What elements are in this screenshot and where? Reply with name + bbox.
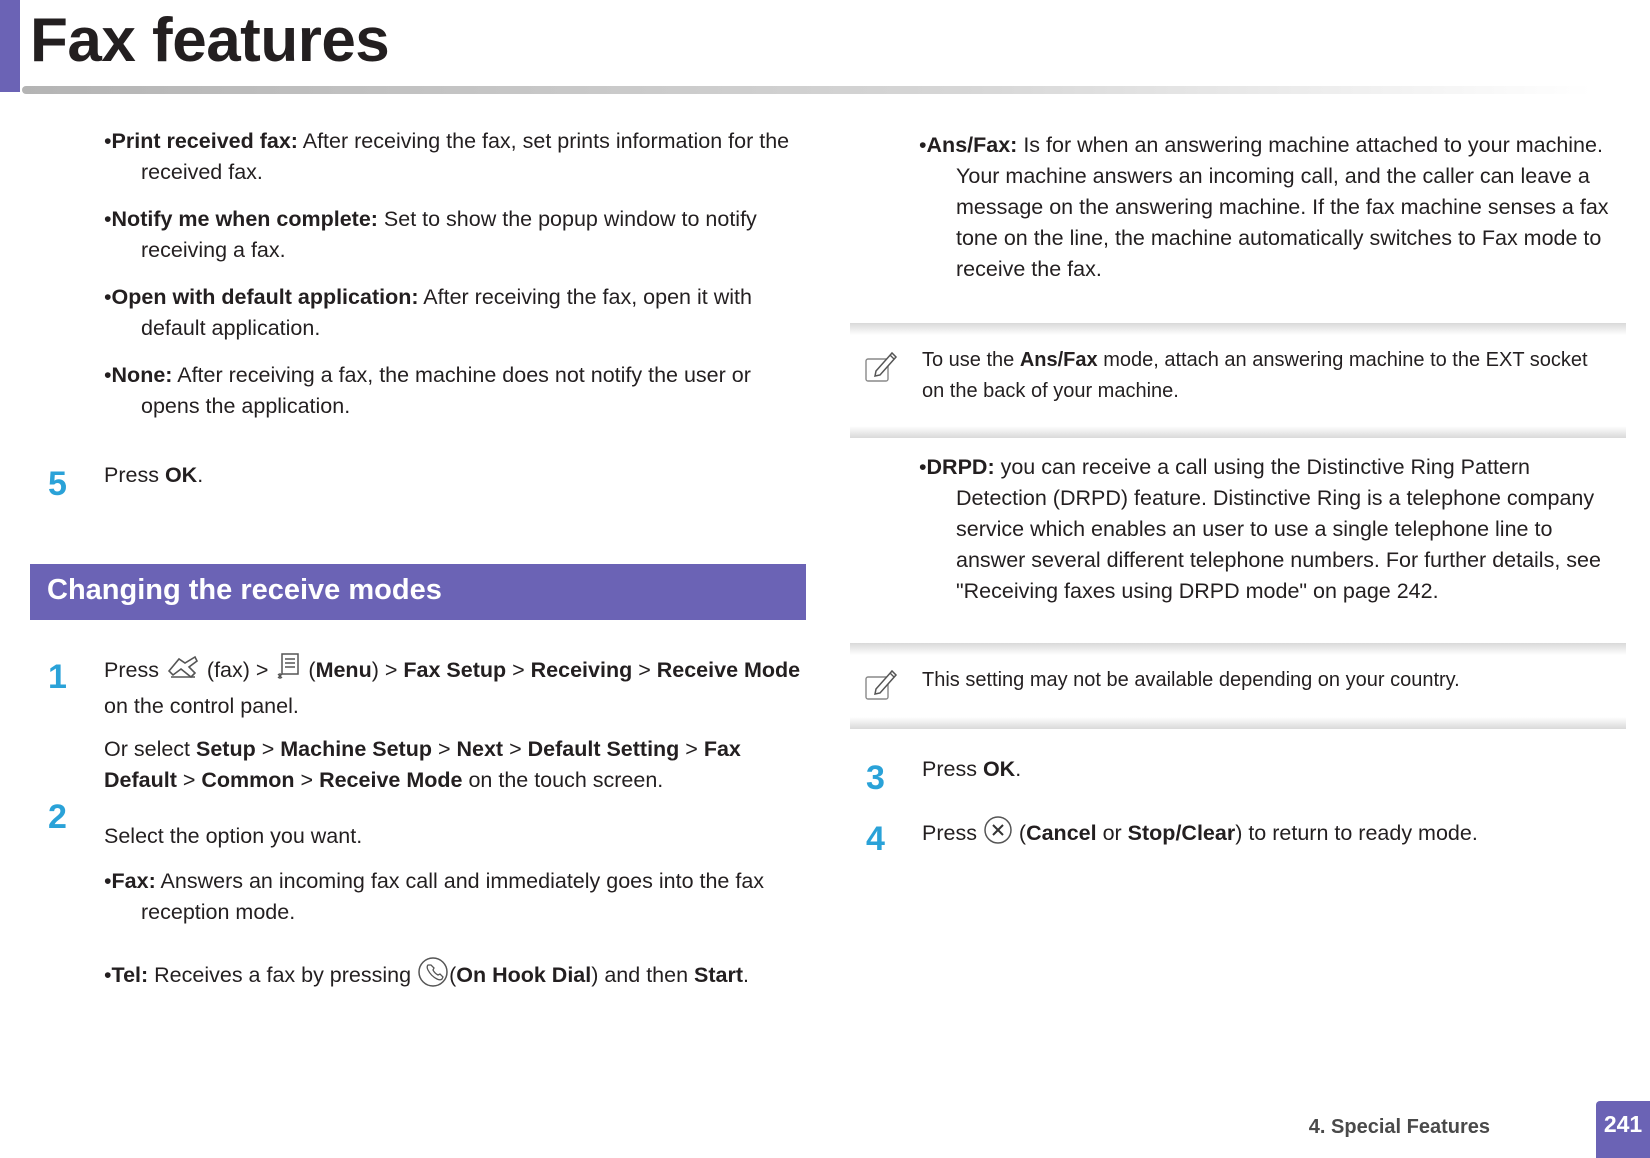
page-number: 241 bbox=[1603, 1111, 1643, 1137]
text: To use the bbox=[922, 349, 1020, 371]
step1-or-select-line1 bbox=[104, 734, 814, 765]
bullet-label: None: bbox=[111, 363, 173, 387]
bullet-continuation: message on the answering machine. If the fax machine senses a fax bbox=[956, 195, 1609, 219]
text: ( bbox=[1012, 821, 1027, 846]
ok-keyword: OK bbox=[982, 757, 1016, 781]
machine-setup-keyword: Machine Setup bbox=[280, 737, 432, 761]
bullet-text: After receiving the fax, set prints information for the bbox=[297, 129, 790, 153]
text: ) > bbox=[371, 658, 404, 683]
bullet-text: Answers an incoming fax call and immediately goes into the fax bbox=[155, 869, 765, 893]
text: ) and then bbox=[591, 963, 695, 988]
bullet-drpd bbox=[919, 452, 1631, 607]
menu-icon bbox=[274, 652, 302, 691]
bullet-label: Tel: bbox=[111, 963, 149, 988]
bullet-label: Open with default application: bbox=[111, 285, 419, 309]
text: > bbox=[431, 737, 457, 761]
bullet-fax: •Fax: Answers an incoming fax call and immediately goes into the fax reception mode. bbox=[104, 866, 814, 928]
ok-keyword: OK bbox=[164, 463, 198, 487]
bullet-none: •None: After receiving a fax, the machine does not notify the user or opens the application. bbox=[104, 360, 804, 422]
step-number: 1 bbox=[48, 658, 67, 696]
text: > bbox=[506, 658, 531, 683]
cancel-icon bbox=[983, 815, 1013, 854]
text: ) to return to ready mode. bbox=[1235, 821, 1478, 846]
receive-mode-keyword: Receive Mode bbox=[319, 768, 463, 792]
setup-keyword: Setup bbox=[196, 737, 256, 761]
bullet-paragraph: •Ans/Fax: Is for when an answering machine attached to your machine. Your machine answers an incoming call, and the caller can leave a message on the answering machine. If the fax machine senses a fax tone on the line, the machine automatically switches to Fax mode to receive the fax. bbox=[919, 130, 1631, 285]
bullet-text: Receives a fax by pressing bbox=[148, 963, 418, 988]
step-number: 3 bbox=[866, 759, 885, 797]
bullet-notify-me: •Notify me when complete: Set to show the popup window to notify receiving a fax. bbox=[104, 204, 804, 266]
bullet-paragraph: •DRPD: you can receive a call using the Distinctive Ring Pattern Detection (DRPD) feature. Distinctive Ring is a telephone company service which enables an user to use a single telephone line to answer several different telephone numbers. For further details, see "Receiving faxes using DRPD mode" on page 242. bbox=[919, 452, 1631, 607]
bullet-text: Is for when an answering machine attached to your machine. bbox=[1017, 133, 1603, 157]
stop-clear-keyword: Stop/Clear bbox=[1127, 821, 1236, 846]
bullet-continuation: opens the application. bbox=[141, 394, 351, 418]
bullet-continuation: "Receiving faxes using DRPD mode" on page 242. bbox=[956, 579, 1439, 603]
text: on the back of your machine. bbox=[922, 380, 1179, 402]
bullet-continuation: received fax. bbox=[141, 160, 263, 184]
bullet-continuation: answer several different telephone numbers. For further details, see bbox=[956, 548, 1601, 572]
step-number: 5 bbox=[48, 465, 67, 503]
note-box bbox=[850, 323, 1626, 438]
on-hook-dial-keyword: On Hook Dial bbox=[456, 963, 592, 988]
step-number: 2 bbox=[48, 798, 67, 836]
bullet-print-received-fax: •Print received fax: After receiving the fax, set prints information for the received fax. bbox=[104, 126, 804, 188]
text: Press bbox=[104, 463, 165, 487]
text: > bbox=[632, 658, 657, 683]
note-top-shade bbox=[850, 643, 1626, 655]
note-pencil-icon bbox=[864, 667, 898, 701]
text: > bbox=[255, 737, 281, 761]
bullet-text: Set to show the popup window to notify bbox=[377, 207, 757, 231]
bullet-continuation: service which enables an user to use a single telephone line to bbox=[956, 517, 1553, 541]
bullet-continuation: Your machine answers an incoming call, and the caller can leave a bbox=[956, 164, 1590, 188]
step1-line1 bbox=[104, 652, 814, 691]
note-bottom-shade bbox=[850, 717, 1626, 729]
bullet-continuation: tone on the line, the machine automatically switches to Fax mode to bbox=[956, 226, 1602, 250]
text: . bbox=[743, 963, 749, 988]
text: > bbox=[176, 768, 202, 792]
bullet-label: DRPD: bbox=[926, 455, 995, 479]
note-box bbox=[850, 643, 1626, 729]
text: > bbox=[679, 737, 704, 761]
bullet-label: Fax: bbox=[111, 869, 156, 893]
bullet-continuation: reception mode. bbox=[141, 900, 296, 924]
text: on the touch screen. bbox=[462, 768, 664, 792]
title-underline bbox=[22, 86, 1592, 94]
menu-keyword: Menu bbox=[315, 658, 372, 683]
bullet-ans-fax bbox=[919, 130, 1631, 285]
receiving-keyword: Receiving bbox=[530, 658, 633, 683]
page-title: Fax features bbox=[30, 6, 390, 75]
header-accent-bar bbox=[0, 0, 20, 92]
cancel-keyword: Cancel bbox=[1026, 821, 1097, 846]
step1-body bbox=[104, 652, 814, 796]
step2-text: Select the option you want. bbox=[104, 824, 363, 848]
bullet-text: you can receive a call using the Distinctive Ring Pattern bbox=[994, 455, 1531, 479]
left-bullets-top bbox=[104, 126, 804, 422]
start-keyword: Start bbox=[694, 963, 743, 988]
text: or bbox=[1096, 821, 1128, 846]
fax-setup-keyword: Fax Setup bbox=[403, 658, 507, 683]
bullet-text: After receiving the fax, open it with bbox=[418, 285, 752, 309]
step4-text bbox=[922, 815, 1478, 854]
ans-fax-keyword: Ans/Fax bbox=[1019, 349, 1098, 371]
note-bottom-shade bbox=[850, 426, 1626, 438]
bullet-tel: •Tel: Receives a fax by pressing (On Hook Dial) and then Start. bbox=[104, 956, 814, 997]
common-keyword: Common bbox=[201, 768, 295, 792]
note-top-shade bbox=[850, 323, 1626, 335]
bullet-label: Print received fax: bbox=[111, 129, 298, 153]
step2-body bbox=[104, 821, 814, 997]
text: > bbox=[294, 768, 320, 792]
bullet-open-default-app: •Open with default application: After receiving the fax, open it with default application. bbox=[104, 282, 804, 344]
text: (fax) > bbox=[200, 658, 275, 683]
bullet-continuation: receiving a fax. bbox=[141, 238, 286, 262]
bullet-label: Notify me when complete: bbox=[111, 207, 378, 231]
on-hook-dial-icon bbox=[417, 956, 449, 997]
text: mode, attach an answering machine to the EXT socket bbox=[1097, 349, 1588, 371]
bullet-continuation: Detection (DRPD) feature. Distinctive Ring is a telephone company bbox=[956, 486, 1595, 510]
note-text bbox=[922, 345, 1588, 407]
note-pencil-icon bbox=[864, 349, 898, 383]
text: Press bbox=[104, 658, 165, 683]
text: ( bbox=[302, 658, 316, 683]
bullet-text: After receiving a fax, the machine does not notify the user or bbox=[172, 363, 751, 387]
text: . bbox=[197, 463, 204, 487]
step1-line2: on the control panel. bbox=[104, 694, 299, 718]
step3-text bbox=[922, 754, 1021, 785]
receive-mode-keyword: Receive Mode bbox=[656, 658, 801, 683]
text: Press bbox=[922, 821, 983, 846]
footer-chapter-label: 4. Special Features bbox=[1308, 1116, 1490, 1138]
fax-icon bbox=[165, 653, 201, 690]
bullet-continuation: default application. bbox=[141, 316, 321, 340]
text: Or select bbox=[104, 737, 196, 761]
step1-or-select-line2 bbox=[104, 765, 814, 796]
default-keyword: Default bbox=[104, 768, 177, 792]
note-text: This setting may not be available depending on your country. bbox=[922, 669, 1460, 691]
text: . bbox=[1015, 757, 1022, 781]
next-keyword: Next bbox=[456, 737, 504, 761]
text: Press bbox=[922, 757, 983, 781]
bullet-continuation: receive the fax. bbox=[956, 257, 1102, 281]
text: ( bbox=[449, 963, 457, 988]
step5-text bbox=[104, 460, 203, 491]
fax-keyword: Fax bbox=[703, 737, 741, 761]
text: > bbox=[503, 737, 528, 761]
section-title: Changing the receive modes bbox=[47, 574, 442, 606]
bullet-label: Ans/Fax: bbox=[926, 133, 1018, 157]
step-number: 4 bbox=[866, 820, 885, 858]
default-setting-keyword: Default Setting bbox=[527, 737, 680, 761]
